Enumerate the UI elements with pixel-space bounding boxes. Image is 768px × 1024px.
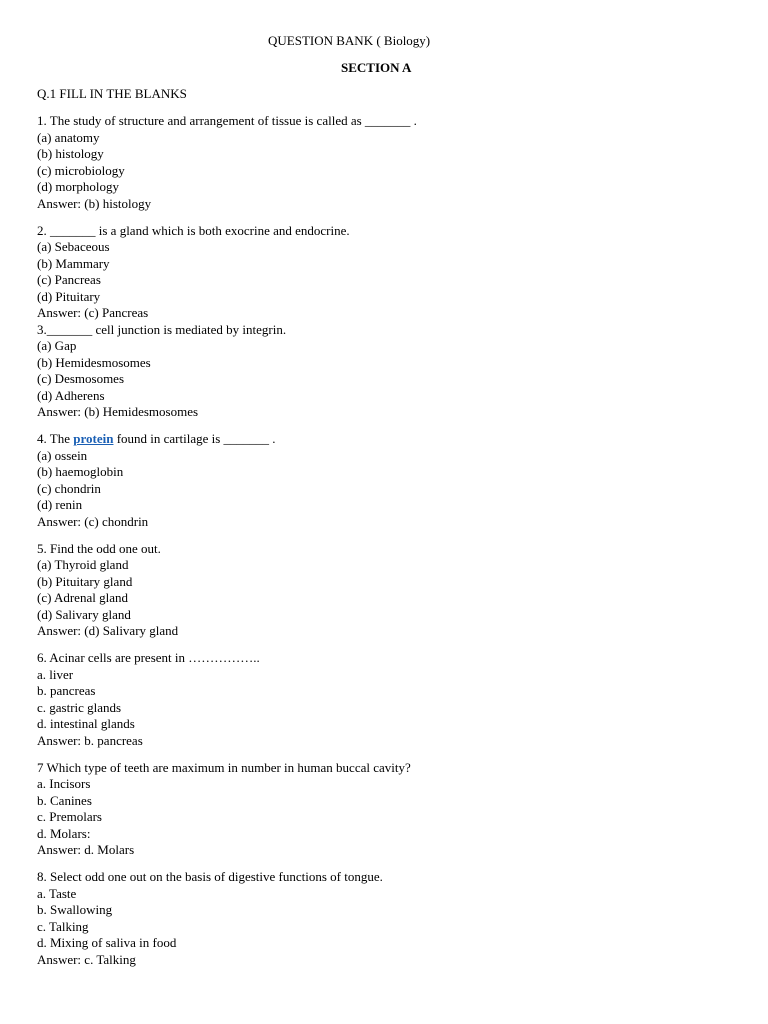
option-a: a. Taste [37,885,77,901]
answer-line: Answer: (c) Pancreas [37,305,149,320]
question-list [37,113,737,979]
question-stem: 7 Which type of teeth are maximum in number in human buccal cavity? [37,759,411,775]
option-b: b. Swallowing [37,902,113,917]
question-stem: 6. Acinar cells are present in …………….. [37,650,260,665]
option-a: (a) ossein [37,447,88,463]
option-d: d. Mixing of saliva in food [37,935,177,950]
option-d: d. Molars: [37,825,91,841]
option-d: (d) Salivary gland [37,606,131,622]
question-stem [37,431,737,448]
answer-line: Answer: d. Molars [37,842,135,857]
option-c: (c) microbiology [37,162,125,178]
option-b: (b) Mammary [37,255,110,271]
option-a: (a) Sebaceous [37,239,110,254]
option-c: c. Talking [37,918,89,934]
option-c: (c) Pancreas [37,272,101,287]
option-b: (b) Pituitary gland [37,573,133,589]
answer-line: Answer: b. pancreas [37,732,143,748]
question-group-heading: Q.1 FILL IN THE BLANKS [37,86,187,101]
option-b: b. pancreas [37,683,96,698]
question-6 [37,650,737,749]
option-c: (c) Adrenal gland [37,590,128,605]
question-1 [37,113,737,212]
question-8 [37,869,737,968]
question-stem: 8. Select odd one out on the basis of digestive functions of tongue. [37,869,383,884]
option-a: a. liver [37,666,74,682]
protein-link[interactable]: protein [73,431,114,446]
question-3 [37,322,737,421]
option-d: (d) Pituitary [37,288,101,304]
option-c: c. gastric glands [37,699,122,715]
option-d: (d) renin [37,497,83,512]
answer-line: Answer: (b) histology [37,195,152,211]
option-a: (a) Thyroid gland [37,557,129,572]
option-d: d. intestinal glands [37,716,135,731]
question-7 [37,760,737,859]
answer-line: Answer: c. Talking [37,951,136,967]
question-4 [37,431,737,530]
option-c: c. Premolars [37,809,102,824]
answer-line: Answer: (c) chondrin [37,513,149,529]
option-d: (d) Adherens [37,387,105,403]
question-stem: 1. The study of structure and arrangement of tissue is called as _______ . [37,113,417,128]
section-heading: SECTION A [341,60,412,75]
option-a: (a) Gap [37,338,77,353]
option-b: (b) histology [37,146,104,161]
answer-line: Answer: (d) Salivary gland [37,623,179,638]
option-b: b. Canines [37,792,92,808]
option-c: (c) Desmosomes [37,371,125,386]
option-c: (c) chondrin [37,480,101,496]
question-stem: 2. _______ is a gland which is both exocrine and endocrine. [37,222,350,238]
option-b: (b) Hemidesmosomes [37,354,151,370]
option-b: (b) haemoglobin [37,464,124,479]
question-stem: 5. Find the odd one out. [37,540,161,556]
question-5 [37,541,737,640]
option-d: (d) morphology [37,179,119,194]
document-title: QUESTION BANK ( Biology) [268,33,431,48]
stem-prefix: 4. The [37,431,74,446]
option-a: a. Incisors [37,776,91,791]
stem-suffix: found in cartilage is _______ . [113,431,276,446]
question-2 [37,223,737,322]
answer-line: Answer: (b) Hemidesmosomes [37,404,199,419]
option-a: (a) anatomy [37,129,100,145]
question-stem: 3._______ cell junction is mediated by integrin. [37,321,287,337]
